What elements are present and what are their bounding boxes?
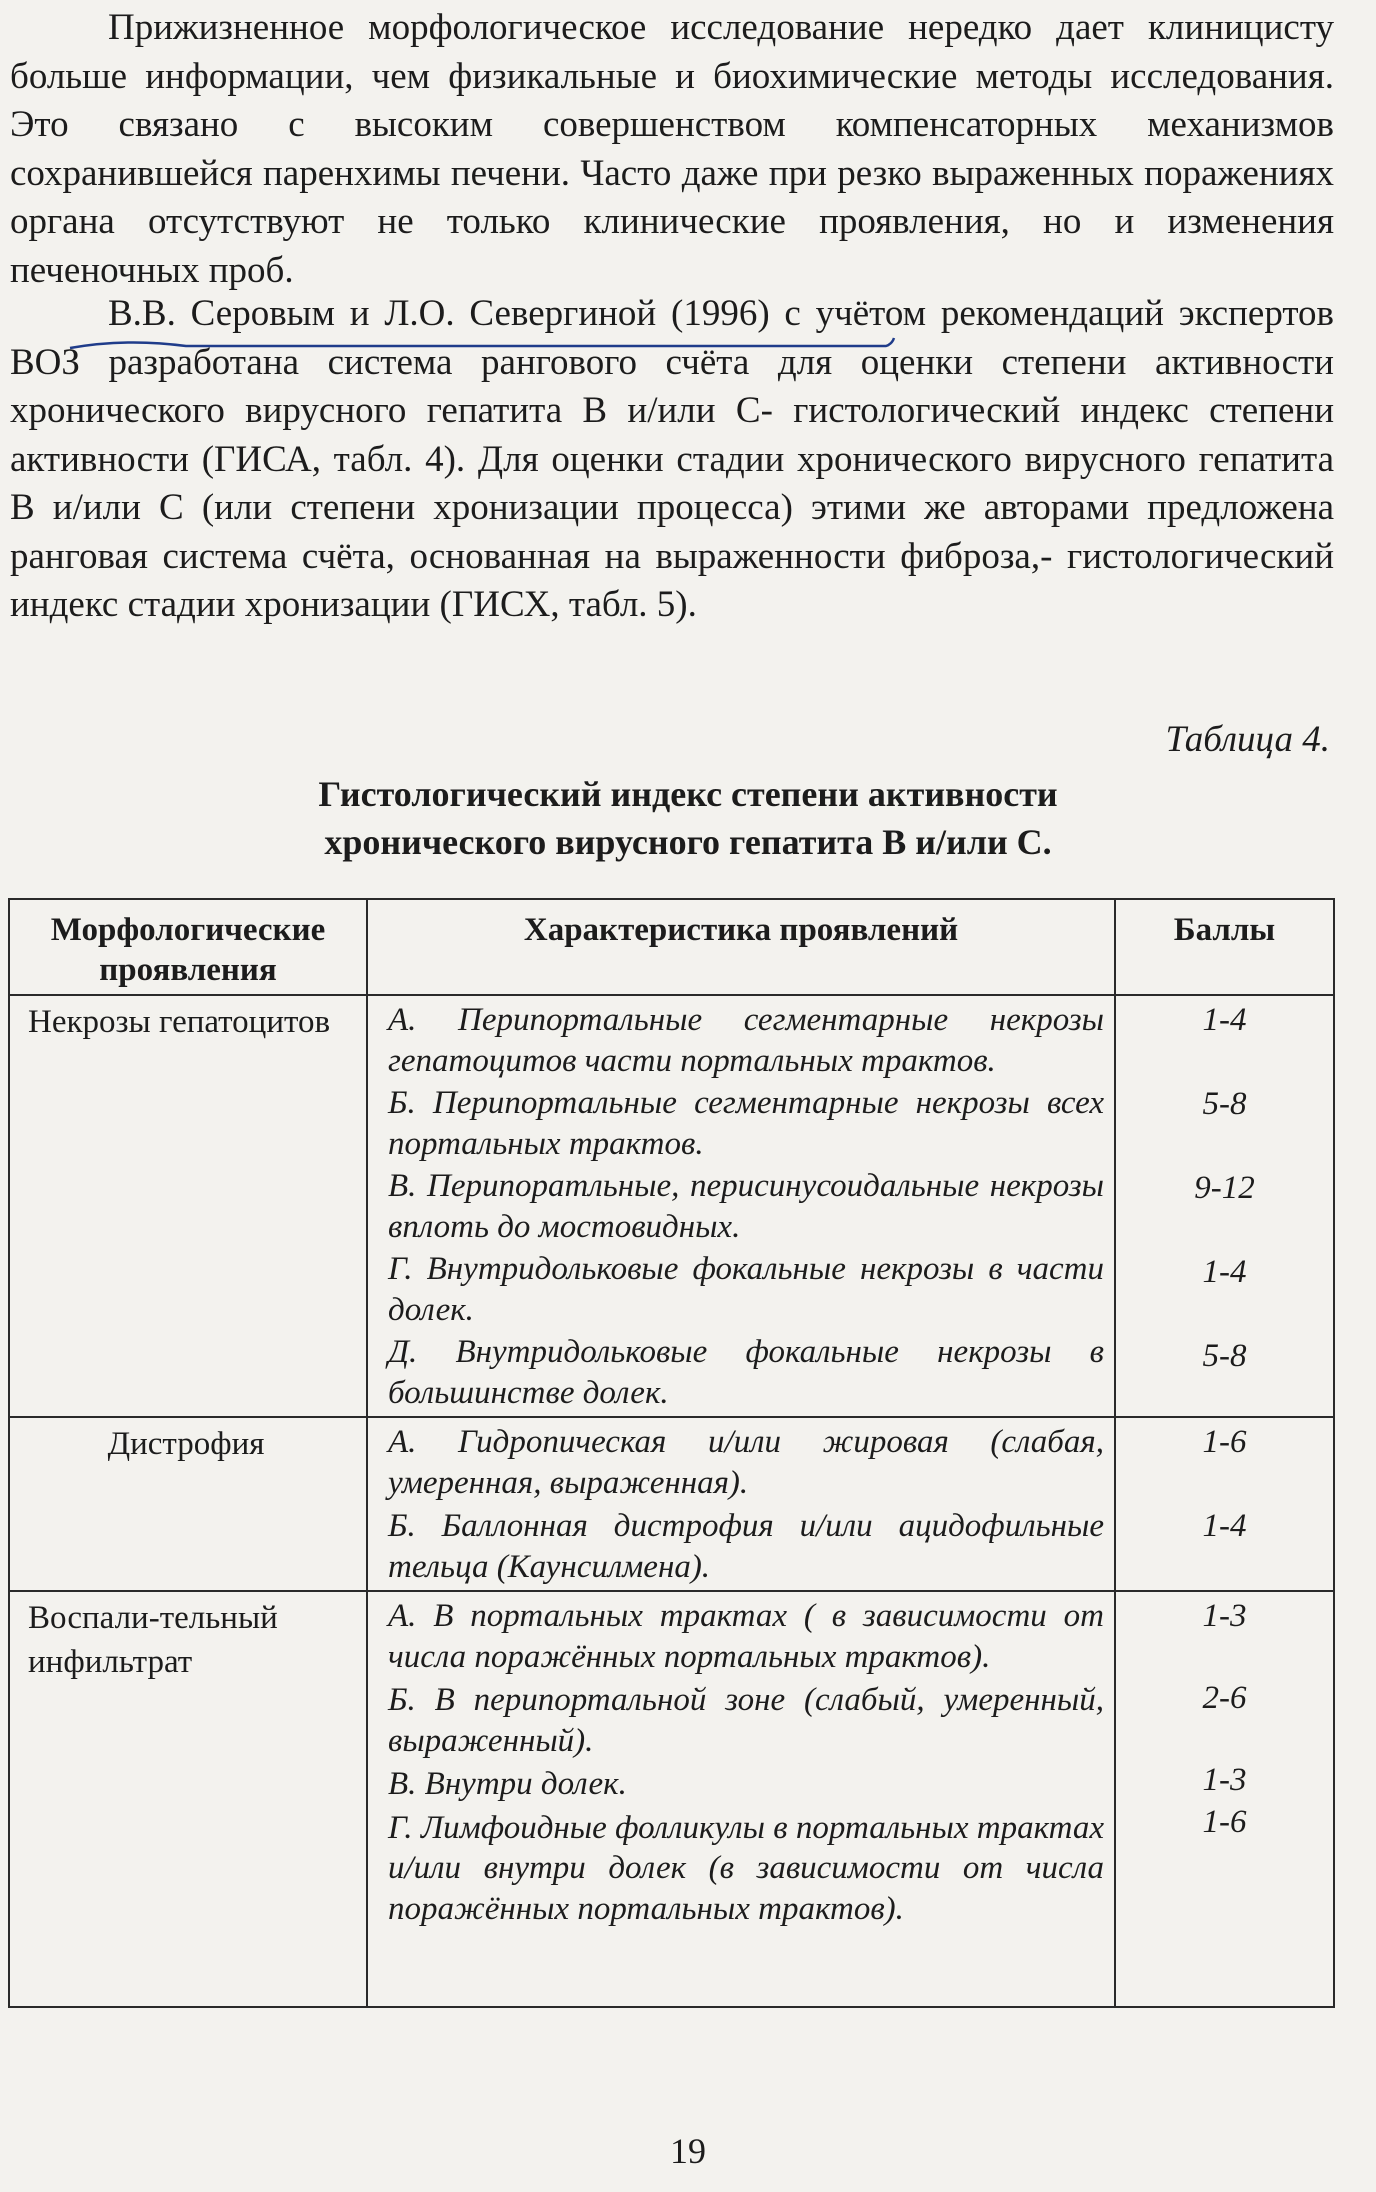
table-row-infiltrate [9, 1591, 1334, 2007]
score-dystrophy-a: 1-6 [1202, 1424, 1247, 1460]
table-title-line2: хронического вирусного гепатита В и/или С. [324, 822, 1052, 862]
item-necrosis-d: Д. Внутридольковые фокальные некрозы в большинстве долек. [388, 1334, 1104, 1411]
item-infiltrate-v: В. Внутри долек. [388, 1766, 627, 1802]
header-scores: Баллы [1115, 899, 1334, 995]
score-dystrophy-b: 1-4 [1202, 1508, 1247, 1544]
score-necrosis-g: 1-4 [1202, 1254, 1247, 1290]
item-necrosis-v: В. Перипоратльные, перисинусоидальные некрозы вплоть до мостовидных. [388, 1168, 1104, 1245]
paragraph-morphology: Прижизненное морфологическое исследование нередко дает клиницисту больше информации, чем физикальные и биохимические методы исследования. Это связано с высоким совершенством компенсаторных механизмов сохранившейся паренхимы печени. Часто даже при резко выраженных поражениях органа отсутствуют не только клинические проявления, но и изменения печеночных проб. [10, 7, 1334, 291]
header-chars: Характеристика проявлений [367, 899, 1115, 995]
item-necrosis-a: А. Перипортальные сегментарные некрозы гепатоцитов части портальных трактов. [388, 1002, 1104, 1079]
morph-infiltrate: Воспали-тельный инфильтрат [9, 1591, 367, 2007]
table-row-necrosis [9, 995, 1334, 1417]
score-infiltrate-b: 2-6 [1202, 1680, 1247, 1716]
score-infiltrate-v: 1-3 [1202, 1762, 1247, 1798]
score-necrosis-d: 5-8 [1202, 1338, 1247, 1374]
scores-dystrophy [1115, 1417, 1334, 1591]
morph-necrosis: Некрозы гепатоцитов [9, 995, 367, 1417]
paragraph-gisa-gisx: В.В. Серовым и Л.О. Севергиной (1996) с учётом рекомендаций экспертов ВОЗ разработана система рангового счёта для оценки степени активности хронического вирусного гепатита В и/или С- гистологический индекс степени активности (ГИСА, табл. 4). Для оценки стадии хронического вирусного гепатита В и/или С (или степени хронизации процесса) этими же авторами предложена ранговая система счёта, основанная на выраженности фиброза,- гистологический индекс стадии хронизации (ГИСХ, табл. 5). [10, 293, 1334, 625]
table-header-row [9, 899, 1334, 995]
header-morph: Морфологические проявления [9, 899, 367, 995]
score-necrosis-v: 9-12 [1194, 1170, 1255, 1206]
histology-activity-table [8, 898, 1335, 2008]
chars-infiltrate [367, 1591, 1115, 2007]
item-dystrophy-a: А. Гидропическая и/или жировая (слабая, умеренная, выраженная). [388, 1424, 1104, 1501]
score-infiltrate-a: 1-3 [1202, 1598, 1247, 1634]
table-row-dystrophy [9, 1417, 1334, 1591]
chars-dystrophy [367, 1417, 1115, 1591]
score-infiltrate-g: 1-6 [1202, 1804, 1247, 1840]
item-infiltrate-b: Б. В перипортальной зоне (слабый, умеренный, выраженный). [388, 1682, 1104, 1759]
item-necrosis-b: Б. Перипортальные сегментарные некрозы всех портальных трактов. [388, 1085, 1104, 1162]
table-title [0, 770, 1376, 866]
item-infiltrate-g: Г. Лимфоидные фолликулы в портальных трактах и/или внутри долек (в зависимости от числа поражённых портальных трактов). [388, 1809, 1104, 1927]
chars-necrosis [367, 995, 1115, 1417]
table-label: Таблица 4. [1165, 719, 1330, 760]
scores-infiltrate [1115, 1591, 1334, 2007]
score-necrosis-a: 1-4 [1202, 1002, 1247, 1038]
score-necrosis-b: 5-8 [1202, 1086, 1247, 1122]
item-infiltrate-a: А. В портальных трактах ( в зависимости от числа поражённых портальных трактов). [388, 1598, 1104, 1675]
morph-dystrophy: Дистрофия [9, 1417, 367, 1591]
item-necrosis-g: Г. Внутридольковые фокальные некрозы в части долек. [388, 1251, 1104, 1328]
item-dystrophy-b: Б. Баллонная дистрофия и/или ацидофильные тельца (Каунсилмена). [388, 1508, 1104, 1585]
table-title-line1: Гистологический индекс степени активности [318, 774, 1058, 814]
scores-necrosis [1115, 995, 1334, 1417]
page-number: 19 [670, 2131, 706, 2171]
